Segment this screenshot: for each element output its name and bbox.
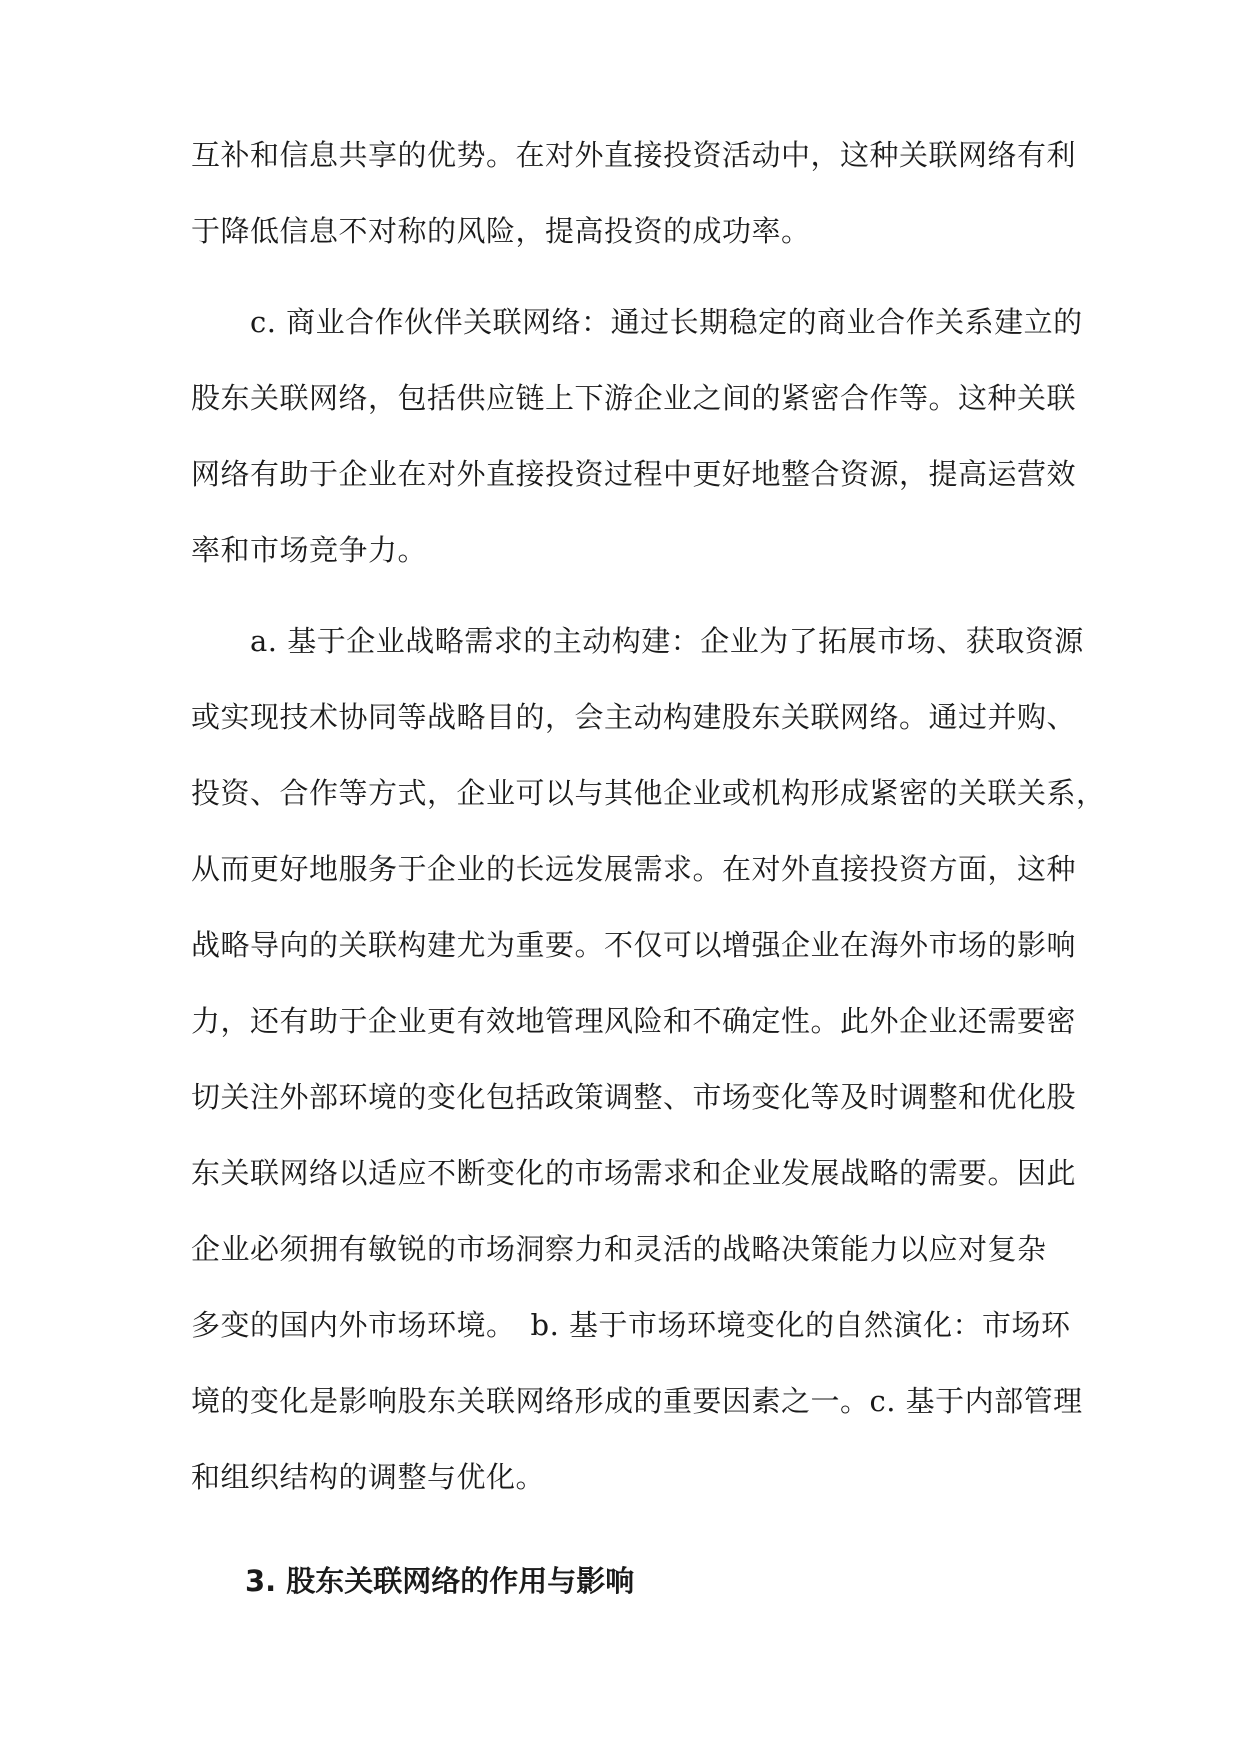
paragraph-line: 投资、合作等方式，企业可以与其他企业或机构形成紧密的关联关系， [191,776,1106,810]
paragraph-line: 战略导向的关联构建尤为重要。不仅可以增强企业在海外市场的影响 [191,928,1077,962]
paragraph-line: 力，还有助于企业更有效地管理风险和不确定性。此外企业还需要密 [191,1004,1077,1038]
paragraph-line: 企业必须拥有敏锐的市场洞察力和灵活的战略决策能力以应对复杂 [191,1232,1047,1266]
paragraph-line: 东关联网络以适应不断变化的市场需求和企业发展战略的需要。因此 [191,1156,1077,1190]
paragraph-line: 切关注外部环境的变化包括政策调整、市场变化等及时调整和优化股 [191,1080,1077,1114]
paragraph-line: 和组织结构的调整与优化。 [191,1460,546,1494]
section-heading: 3. 股东关联网络的作用与影响 [245,1564,635,1598]
paragraph-line: 多变的国内外市场环境。 b. 基于市场环境变化的自然演化：市场环 [191,1308,1071,1342]
paragraph-line: 率和市场竞争力。 [191,533,428,567]
paragraph-line: 股东关联网络，包括供应链上下游企业之间的紧密合作等。这种关联 [191,381,1077,415]
paragraph-line: 网络有助于企业在对外直接投资过程中更好地整合资源，提高运营效 [191,457,1077,491]
paragraph-line: 境的变化是影响股东关联网络形成的重要因素之一。c. 基于内部管理 [191,1384,1083,1418]
paragraph-line: 于降低信息不对称的风险，提高投资的成功率。 [191,214,811,248]
paragraph-line: 从而更好地服务于企业的长远发展需求。在对外直接投资方面，这种 [191,852,1077,886]
paragraph-line: 或实现技术协同等战略目的，会主动构建股东关联网络。通过并购、 [191,700,1077,734]
paragraph-line: 互补和信息共享的优势。在对外直接投资活动中，这种关联网络有利 [191,138,1077,172]
paragraph-line: a. 基于企业战略需求的主动构建：企业为了拓展市场、获取资源 [191,624,1084,658]
paragraph-line: c. 商业合作伙伴关联网络：通过长期稳定的商业合作关系建立的 [191,305,1083,339]
